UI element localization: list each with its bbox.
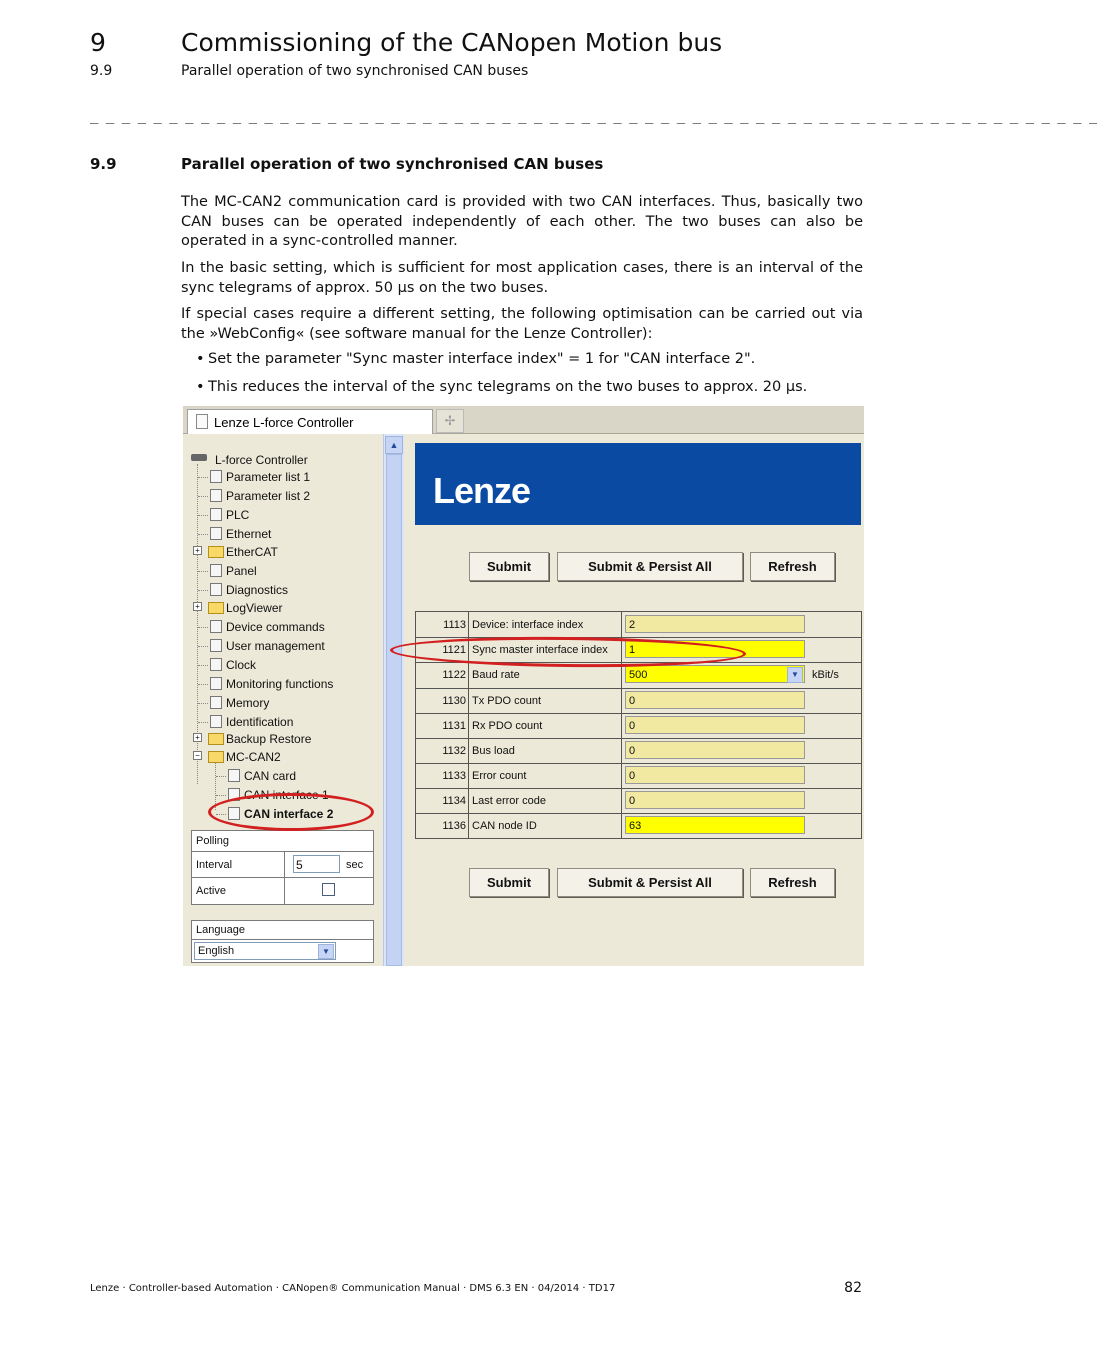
expand-icon[interactable]: +: [193, 602, 202, 611]
chevron-down-icon[interactable]: ▼: [318, 944, 334, 959]
submit-button[interactable]: Submit: [469, 868, 549, 897]
table-row: [416, 688, 861, 714]
folder-icon: [208, 546, 224, 558]
paragraph-2: In the basic setting, which is sufficient for most application cases, there is an interval of the sync telegrams of approx. 50 µs on the two buses.: [181, 260, 863, 296]
baud-rate-select[interactable]: [625, 665, 805, 683]
chapter-title: Commissioning of the CANopen Motion bus: [181, 28, 723, 57]
param-name: Rx PDO count: [472, 720, 543, 732]
page-icon: [210, 639, 222, 652]
param-id: 1121: [442, 644, 466, 656]
tree-item-parameter-list-2[interactable]: Parameter list 2: [226, 489, 311, 503]
tree-item-clock[interactable]: Clock: [226, 658, 257, 672]
param-name: Device: interface index: [472, 619, 584, 631]
paragraph-1: The MC-CAN2 communication card is provided with two CAN interfaces. Thus, basically two CAN buses can be operated independently of each other. The two buses can also be operated in a sync-controlled manner.: [181, 194, 863, 249]
tree-item-diagnostics[interactable]: Diagnostics: [226, 583, 289, 597]
paragraph-3: If special cases require a different setting, the following optimisation can be carried out via the »WebConfig« (see software manual for the Lenze Controller):: [181, 306, 863, 342]
chapter-number: 9: [90, 28, 106, 57]
header-rule: _ _ _ _ _ _ _ _ _ _ _ _ _ _ _ _ _ _ _ _ _ _ _ _ _ _ _ _ _ _ _ _ _ _ _ _ _ _ _ _ _ _ _ _ _ _ _ _ _ _ _ _ _ _ _ _ _ _ _ _ _ _ _ _: [90, 108, 1097, 124]
param-id: 1136: [442, 820, 466, 832]
tree-root[interactable]: L-force Controller: [215, 453, 308, 467]
tree-item-memory[interactable]: Memory: [226, 696, 270, 710]
table-row: [416, 813, 861, 838]
folder-open-icon: [208, 751, 224, 763]
tree-item-user-management[interactable]: User management: [226, 639, 325, 653]
tree-item-monitoring-functions[interactable]: Monitoring functions: [226, 677, 334, 691]
param-id: 1122: [442, 669, 466, 681]
param-id: 1113: [443, 619, 466, 631]
tree-item-ethercat[interactable]: EtherCAT: [226, 545, 278, 559]
interval-input[interactable]: 5: [293, 855, 340, 873]
table-row: [416, 612, 861, 638]
page-icon: [210, 696, 222, 709]
param-name: Baud rate: [472, 669, 520, 681]
param-name: Error count: [472, 770, 527, 782]
footer-text: Lenze · Controller-based Automation · CANopen® Communication Manual · DMS 6.3 EN · 04/2014 · TD17: [90, 1283, 616, 1294]
active-label: Active: [196, 885, 226, 897]
lenze-logo: Lenze: [433, 470, 531, 511]
browser-tab[interactable]: [187, 409, 433, 434]
table-row: [416, 763, 861, 789]
highlight-oval: [208, 793, 374, 831]
param-value: 500: [629, 669, 648, 681]
language-title: Language: [196, 924, 245, 936]
language-selected: English: [198, 945, 235, 957]
tree-item-can-interface-2[interactable]: CAN interface 2: [244, 807, 334, 821]
param-id: 1132: [442, 745, 466, 757]
page-icon: [210, 658, 222, 671]
interval-unit: sec: [346, 859, 364, 871]
submit-persist-all-button[interactable]: Submit & Persist All: [557, 552, 743, 581]
language-select[interactable]: [194, 942, 336, 960]
tree-item-plc[interactable]: PLC: [226, 508, 250, 522]
controller-icon: [191, 454, 207, 461]
table-row: [416, 738, 861, 764]
tree-item-mc-can2[interactable]: MC-CAN2: [226, 750, 281, 764]
page-icon: [210, 677, 222, 690]
bullet-item-1: Set the parameter "Sync master interface index" = 1 for "CAN interface 2".: [208, 351, 756, 367]
tree-item-parameter-list-1[interactable]: Parameter list 1: [226, 470, 311, 484]
polling-title: Polling: [196, 835, 230, 847]
submit-button[interactable]: Submit: [469, 552, 549, 581]
chevron-down-icon[interactable]: ▼: [787, 667, 803, 683]
scroll-up-icon[interactable]: ▲: [385, 436, 403, 454]
folder-icon: [208, 602, 224, 614]
tree-item-device-commands[interactable]: Device commands: [226, 620, 325, 634]
expand-icon[interactable]: +: [193, 546, 202, 555]
param-value: 2: [625, 615, 805, 633]
bullet-marker: •: [196, 351, 205, 367]
param-value: 0: [625, 766, 805, 784]
tree-item-backup-restore[interactable]: Backup Restore: [226, 732, 312, 746]
table-row: [416, 788, 861, 814]
folder-icon: [208, 733, 224, 745]
page-icon: [210, 715, 222, 728]
active-checkbox[interactable]: [322, 883, 335, 896]
refresh-button[interactable]: Refresh: [750, 552, 835, 581]
page-icon: [210, 527, 222, 540]
interval-label: Interval: [196, 859, 233, 871]
tree-item-can-interface-1[interactable]: CAN interface 1: [244, 788, 329, 802]
tab-label: Lenze L-force Controller: [214, 415, 354, 430]
tree-item-panel[interactable]: Panel: [226, 564, 257, 578]
param-value: 0: [625, 741, 805, 759]
page-icon: [210, 564, 222, 577]
tree-item-identification[interactable]: Identification: [226, 715, 294, 729]
page-icon: [196, 414, 208, 429]
page-icon: [210, 489, 222, 502]
page-icon: [210, 470, 222, 483]
refresh-button[interactable]: Refresh: [750, 868, 835, 897]
page-icon: [210, 583, 222, 596]
bullet-item-2: This reduces the interval of the sync telegrams on the two buses to approx. 20 µs.: [208, 379, 808, 395]
language-panel: [191, 920, 374, 963]
param-name: CAN node ID: [472, 820, 537, 832]
param-id: 1134: [442, 795, 466, 807]
section-number: 9.9: [90, 155, 117, 173]
param-id: 1133: [442, 770, 466, 782]
tree-item-ethernet[interactable]: Ethernet: [226, 527, 272, 541]
browser-tab-bar: [183, 406, 864, 434]
param-unit: kBit/s: [812, 669, 839, 681]
param-value: 0: [625, 791, 805, 809]
collapse-icon[interactable]: −: [193, 751, 202, 760]
param-name: Tx PDO count: [472, 695, 542, 707]
param-value-input[interactable]: 63: [625, 816, 805, 834]
page-icon: [228, 769, 240, 782]
section-title: Parallel operation of two synchronised CAN buses: [181, 155, 604, 173]
webconfig-screenshot: [183, 406, 864, 966]
subheader-title: Parallel operation of two synchronised CAN buses: [181, 63, 529, 79]
expand-icon[interactable]: +: [193, 733, 202, 742]
tree-item-can-card[interactable]: CAN card: [244, 769, 297, 783]
navigation-pane: [183, 434, 383, 966]
param-name: Last error code: [472, 795, 546, 807]
submit-persist-all-button[interactable]: Submit & Persist All: [557, 868, 743, 897]
param-id: 1130: [442, 695, 466, 707]
table-row: [416, 713, 861, 739]
param-value: 0: [625, 691, 805, 709]
param-id: 1131: [442, 720, 466, 732]
page-number: 82: [844, 1280, 862, 1296]
bullet-marker: •: [196, 379, 205, 395]
param-name: Bus load: [472, 745, 515, 757]
param-name: Sync master interface index: [472, 644, 608, 656]
new-tab-icon[interactable]: ✢: [436, 409, 464, 433]
page-icon: [210, 620, 222, 633]
param-value-input[interactable]: 1: [625, 640, 805, 658]
scrollbar-thumb[interactable]: [386, 454, 402, 966]
tree-item-logviewer[interactable]: LogViewer: [226, 601, 283, 615]
polling-panel: [191, 830, 374, 905]
page-icon: [210, 508, 222, 521]
subheader-number: 9.9: [90, 63, 113, 79]
param-value: 0: [625, 716, 805, 734]
